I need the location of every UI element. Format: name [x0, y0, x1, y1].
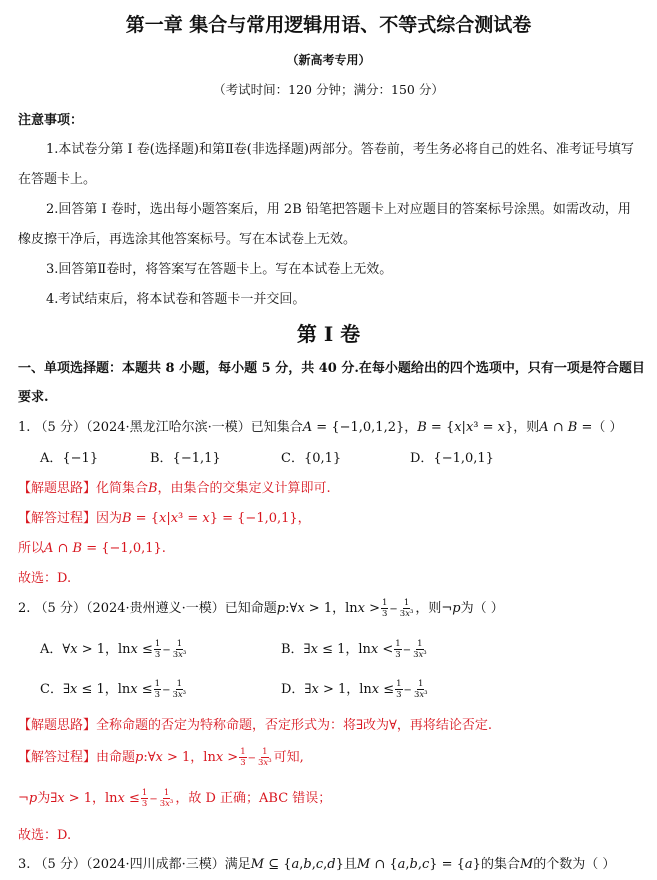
q3-stem: 3. （5 分）（2024·四川成都·三模）满足𝑀 ⊆ {𝑎,𝑏,𝑐,𝑑}且𝑀 ∩ {𝑎,𝑏,𝑐} = {𝑎}的集合𝑀的个数为（ ） — [18, 857, 616, 872]
q2-option-c: C．∃𝑥 ≤ 1，ln𝑥 ≤ $\frac{1}{3}$ − $\frac{1}{\text{3𝑥³}}$ — [40, 679, 187, 700]
notice-item-2-cont: 橡皮擦干净后，再选涂其他答案标号。写在本试卷上无效。 — [18, 232, 357, 247]
notice-item-4: 4.考试结束后，将本试卷和答题卡一并交回。 — [46, 292, 306, 307]
q1-process-1: 【解答过程】因为𝐵 = {𝑥|𝑥³ = 𝑥} = {−1,0,1}， — [18, 511, 311, 526]
exam-meta: （考试时间：120 分钟；满分：150 分） — [213, 82, 444, 97]
page-title: 第一章 集合与常用逻辑用语、不等式综合测试卷 — [125, 14, 532, 36]
notice-item-3: 3.回答第Ⅱ卷时，将答案写在答题卡上。写在本试卷上无效。 — [46, 262, 393, 277]
q2-option-a: A．∀𝑥 > 1，ln𝑥 ≤ $\frac{1}{3}$ − $\frac{1}{\text{3𝑥³}}$ — [40, 639, 187, 660]
q1-stem: 1. （5 分）（2024·黑龙江哈尔滨·一模）已知集合𝐴 = {−1,0,1,2}，𝐵 = {𝑥|𝑥³ = 𝑥}，则𝐴 ∩ 𝐵 =（ ） — [18, 420, 623, 435]
notice-item-1-cont: 在答题卡上。 — [18, 172, 97, 187]
page-subtitle: （新高考专用） — [286, 53, 371, 67]
q2-idea: 【解题思路】全称命题的否定为特称命题，否定形式为：将∃改为∀，再将结论否定. — [18, 718, 493, 733]
q2-stem: 2. （5 分）（2024·贵州遵义·一模）已知命题𝑝:∀𝑥 > 1，ln𝑥 > $\frac{1}{3}$ − $\frac{1}{\text{3𝑥³}}$ ，则¬𝑝为（ ） — [18, 598, 504, 619]
q2-process-2: ¬𝑝为∃𝑥 > 1，ln𝑥 ≤ $\frac{1}{3}$ − $\frac{1}{\text{3𝑥³}}$ ，故 D 正确；ABC 错误； — [18, 788, 332, 809]
q2-process-1: 【解答过程】由命题𝑝:∀𝑥 > 1，ln𝑥 > $\frac{1}{3}$ − $\frac{1}{\text{3𝑥³}}$ 可知, — [18, 747, 304, 768]
notice-item-1: 1.本试卷分第 I 卷(选择题)和第Ⅱ卷(非选择题)两部分。答卷前，考生务必将自己的姓名、准考证号填写 — [46, 142, 634, 157]
q2-option-d: D．∃𝑥 > 1，ln𝑥 ≤ $\frac{1}{3}$ − $\frac{1}{\text{3𝑥³}}$ — [281, 679, 428, 700]
section-instruction: 一、单项选择题：本题共 8 小题，每小题 5 分，共 40 分.在每小题给出的四个选项中，只有一项是符合题目 — [18, 361, 645, 376]
q1-process-2: 所以𝐴 ∩ 𝐵 = {−1,0,1}. — [18, 541, 166, 556]
section-title: 第 I 卷 — [296, 322, 361, 346]
notice-heading: 注意事项： — [18, 113, 84, 128]
q1-option-a: A．{−1} — [40, 451, 99, 466]
q1-idea: 【解题思路】化简集合𝐵，由集合的交集定义计算即可. — [18, 481, 331, 496]
q1-option-d: D．{−1,0,1} — [410, 451, 494, 466]
section-instruction-cont: 要求. — [18, 390, 49, 405]
q2-option-b: B．∃𝑥 ≤ 1，ln𝑥 < $\frac{1}{3}$ − $\frac{1}{\text{3𝑥³}}$ — [281, 639, 427, 660]
q2-answer: 故选：D. — [18, 828, 72, 843]
q1-option-c: C．{0,1} — [281, 451, 342, 466]
q1-option-b: B．{−1,1} — [150, 451, 221, 466]
q1-answer: 故选：D. — [18, 571, 72, 586]
notice-item-2: 2.回答第 I 卷时，选出每小题答案后，用 2B 铅笔把答题卡上对应题目的答案标号涂黑。如需改动，用 — [46, 202, 631, 217]
